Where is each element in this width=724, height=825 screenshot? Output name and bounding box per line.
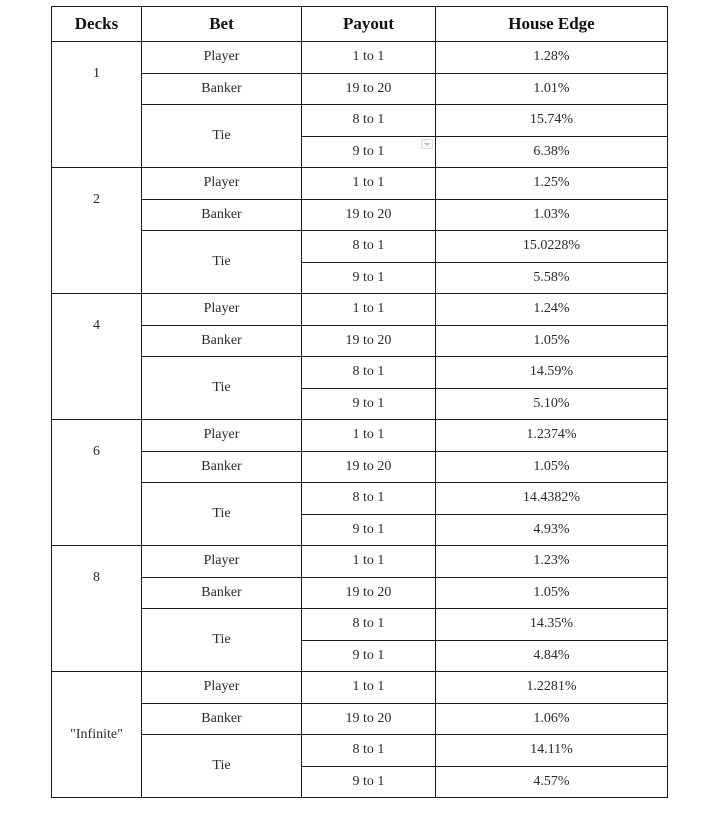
decks-cell xyxy=(52,546,142,672)
decks-value: "Infinite" xyxy=(70,727,123,742)
house-edge-cell: 1.23% xyxy=(436,546,668,578)
payout-value: 1 to 1 xyxy=(352,49,385,65)
payout-cell xyxy=(302,577,436,609)
house-edge-cell: 14.4382% xyxy=(436,483,668,515)
payout-value: 1 to 1 xyxy=(352,427,385,443)
payout-cell xyxy=(302,514,436,546)
house-edge-cell: 1.2374% xyxy=(436,420,668,452)
payout-value: 8 to 1 xyxy=(352,490,385,506)
bet-cell: Banker xyxy=(142,199,302,231)
payout-cell xyxy=(302,735,436,767)
table-row xyxy=(52,609,668,641)
payout-cell xyxy=(302,42,436,74)
payout-cell xyxy=(302,640,436,672)
payout-cell xyxy=(302,451,436,483)
payout-value: 19 to 20 xyxy=(345,332,392,348)
table-row xyxy=(52,735,668,767)
decks-value: 8 xyxy=(93,570,100,585)
payout-value: 8 to 1 xyxy=(352,616,385,632)
house-edge-cell: 1.25% xyxy=(436,168,668,200)
payout-value: 9 to 1 xyxy=(352,395,385,411)
bet-cell: Banker xyxy=(142,451,302,483)
table-row xyxy=(52,357,668,389)
house-edge-cell: 1.05% xyxy=(436,451,668,483)
bet-cell: Tie xyxy=(142,357,302,420)
house-edge-cell: 1.01% xyxy=(436,73,668,105)
payout-value: 19 to 20 xyxy=(345,206,392,222)
bet-cell: Tie xyxy=(142,483,302,546)
payout-value: 19 to 20 xyxy=(345,710,392,726)
house-edge-cell: 5.10% xyxy=(436,388,668,420)
house-edge-cell: 5.58% xyxy=(436,262,668,294)
bet-cell: Player xyxy=(142,420,302,452)
header-decks: Decks xyxy=(52,7,142,42)
table-row xyxy=(52,483,668,515)
payout-cell xyxy=(302,546,436,578)
payout-cell xyxy=(302,483,436,515)
payout-value: 19 to 20 xyxy=(345,458,392,474)
table-row xyxy=(52,672,668,704)
payout-value: 19 to 20 xyxy=(345,584,392,600)
header-row xyxy=(52,7,668,42)
payout-value: 19 to 20 xyxy=(345,80,392,96)
table-row xyxy=(52,42,668,74)
table-row xyxy=(52,231,668,263)
bet-cell: Tie xyxy=(142,735,302,798)
bet-cell: Player xyxy=(142,294,302,326)
house-edge-cell: 14.35% xyxy=(436,609,668,641)
house-edge-cell: 1.06% xyxy=(436,703,668,735)
dropdown-caret-icon[interactable] xyxy=(421,139,433,149)
table-row xyxy=(52,577,668,609)
bet-cell: Tie xyxy=(142,231,302,294)
bet-cell: Tie xyxy=(142,609,302,672)
decks-cell xyxy=(52,294,142,420)
payout-cell xyxy=(302,325,436,357)
house-edge-cell: 15.0228% xyxy=(436,231,668,263)
bet-cell: Player xyxy=(142,546,302,578)
header-payout: Payout xyxy=(302,7,436,42)
payout-cell xyxy=(302,357,436,389)
bet-cell: Tie xyxy=(142,105,302,168)
bet-cell: Player xyxy=(142,42,302,74)
payout-cell xyxy=(302,294,436,326)
payout-cell xyxy=(302,609,436,641)
payout-value: 9 to 1 xyxy=(352,773,385,789)
payout-cell xyxy=(302,231,436,263)
decks-cell xyxy=(52,168,142,294)
payout-cell xyxy=(302,388,436,420)
house-edge-cell: 6.38% xyxy=(436,136,668,168)
decks-value: 2 xyxy=(93,192,100,207)
house-edge-cell: 1.24% xyxy=(436,294,668,326)
payout-value: 8 to 1 xyxy=(352,742,385,758)
table-row xyxy=(52,105,668,137)
house-edge-cell: 14.59% xyxy=(436,357,668,389)
payout-cell xyxy=(302,766,436,798)
decks-cell xyxy=(52,672,142,798)
decks-cell xyxy=(52,42,142,168)
payout-cell xyxy=(302,672,436,704)
decks-value: 1 xyxy=(93,66,100,81)
payout-cell xyxy=(302,136,436,168)
header-house-edge: House Edge xyxy=(436,7,668,42)
payout-value: 8 to 1 xyxy=(352,238,385,254)
payout-value: 9 to 1 xyxy=(352,521,385,537)
house-edge-table xyxy=(51,6,668,798)
payout-value: 1 to 1 xyxy=(352,553,385,569)
table-row xyxy=(52,546,668,578)
house-edge-cell: 4.84% xyxy=(436,640,668,672)
bet-cell: Player xyxy=(142,672,302,704)
payout-value: 1 to 1 xyxy=(352,679,385,695)
house-edge-cell: 15.74% xyxy=(436,105,668,137)
bet-cell: Banker xyxy=(142,73,302,105)
house-edge-cell: 4.57% xyxy=(436,766,668,798)
decks-cell xyxy=(52,420,142,546)
payout-value: 9 to 1 xyxy=(352,647,385,663)
table-row xyxy=(52,294,668,326)
bet-cell: Banker xyxy=(142,325,302,357)
table-row xyxy=(52,420,668,452)
table-row xyxy=(52,168,668,200)
house-edge-cell: 1.05% xyxy=(436,577,668,609)
table-body xyxy=(52,42,668,798)
decks-value: 4 xyxy=(93,318,100,333)
house-edge-cell: 1.28% xyxy=(436,42,668,74)
bet-cell: Banker xyxy=(142,703,302,735)
bet-cell: Player xyxy=(142,168,302,200)
house-edge-cell: 4.93% xyxy=(436,514,668,546)
table-row xyxy=(52,451,668,483)
payout-cell xyxy=(302,703,436,735)
payout-cell xyxy=(302,262,436,294)
table-row xyxy=(52,73,668,105)
decks-value: 6 xyxy=(93,444,100,459)
payout-value: 9 to 1 xyxy=(352,143,385,159)
payout-cell xyxy=(302,168,436,200)
payout-value: 1 to 1 xyxy=(352,301,385,317)
payout-value: 9 to 1 xyxy=(352,269,385,285)
payout-cell xyxy=(302,420,436,452)
payout-cell xyxy=(302,73,436,105)
house-edge-cell: 14.11% xyxy=(436,735,668,767)
house-edge-cell: 1.2281% xyxy=(436,672,668,704)
payout-value: 8 to 1 xyxy=(352,112,385,128)
payout-cell xyxy=(302,199,436,231)
table-row xyxy=(52,199,668,231)
payout-cell xyxy=(302,105,436,137)
bet-cell: Banker xyxy=(142,577,302,609)
house-edge-cell: 1.05% xyxy=(436,325,668,357)
table-row xyxy=(52,703,668,735)
house-edge-cell: 1.03% xyxy=(436,199,668,231)
table-row xyxy=(52,325,668,357)
payout-value: 8 to 1 xyxy=(352,364,385,380)
payout-value: 1 to 1 xyxy=(352,175,385,191)
header-bet: Bet xyxy=(142,7,302,42)
